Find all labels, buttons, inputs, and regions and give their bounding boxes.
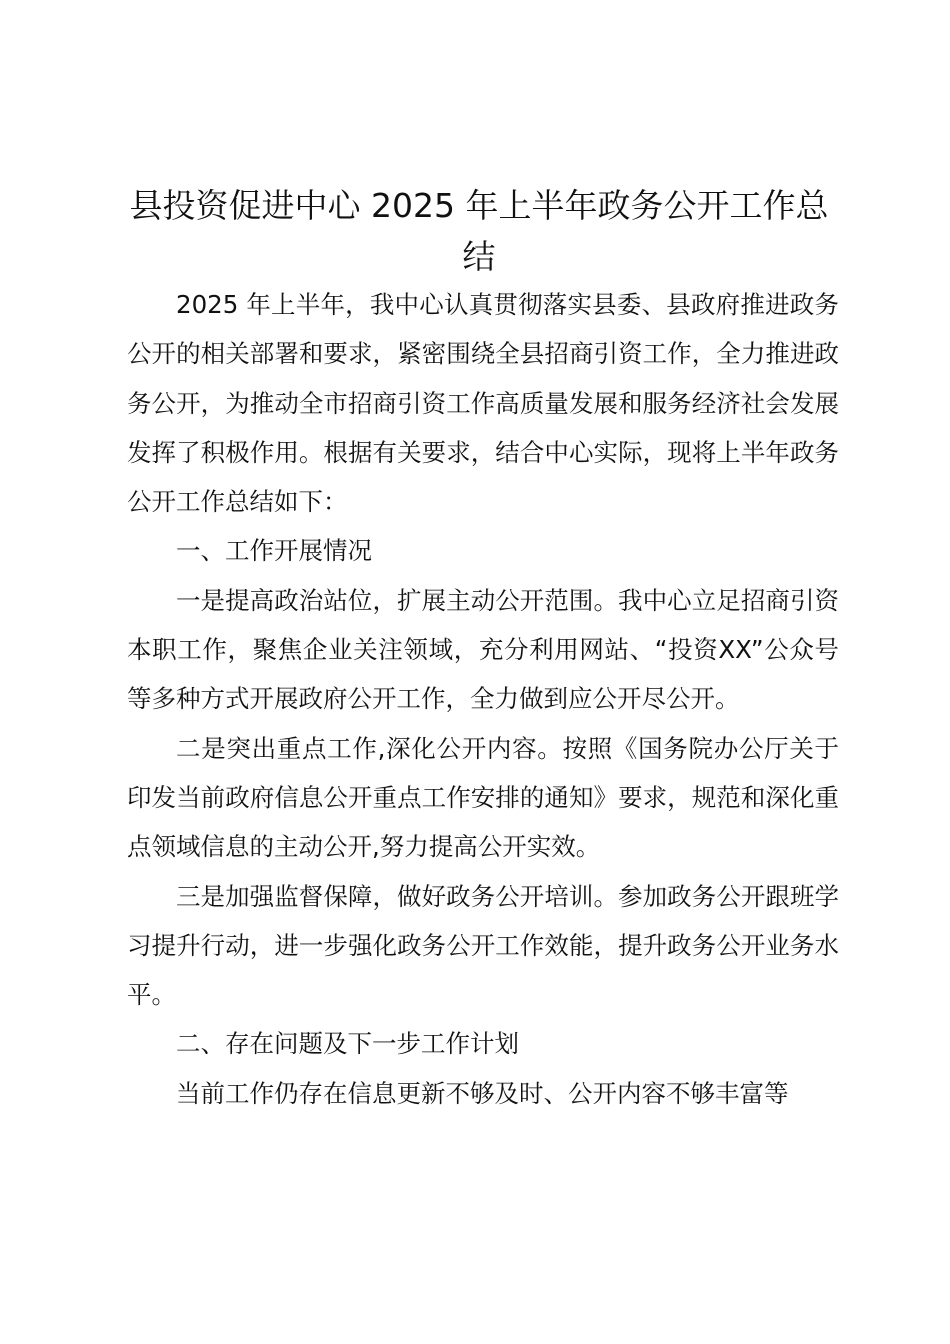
document-body [127, 280, 839, 1118]
work-item-paragraph: 三是加强监督保障，做好政务公开培训。参加政务公开跟班学习提升行动，进一步强化政务公开工作效能，提升政务公开业务水平。 [127, 881, 839, 1010]
document-title: 县投资促进中心 2025 年上半年政务公开工作总结 [129, 186, 829, 276]
section-heading-problems-plans: 二、存在问题及下一步工作计划 [176, 1029, 519, 1059]
work-item-paragraph: 二是突出重点工作,深化公开内容。按照《国务院办公厅关于印发当前政府信息公开重点工作安排的通知》要求，规范和深化重点领域信息的主动公开,努力提高公开实效。 [127, 733, 839, 862]
work-item-paragraph: 一是提高政治站位，扩展主动公开范围。我中心立足招商引资本职工作，聚焦企业关注领域，充分利用网站、“投资XX”公众号等多种方式开展政府公开工作，全力做到应公开尽公开。 [127, 585, 839, 714]
intro-paragraph: 2025 年上半年，我中心认真贯彻落实县委、县政府推进政务公开的相关部署和要求，紧密围绕全县招商引资工作，全力推进政务公开，为推动全市招商引资工作高质量发展和服务经济社会发展发挥了积极作用。根据有关要求，结合中心实际，现将上半年政务公开工作总结如下： [127, 290, 839, 517]
section-heading-work-progress: 一、工作开展情况 [176, 536, 372, 566]
problems-paragraph: 当前工作仍存在信息更新不够及时、公开内容不够丰富等 [176, 1078, 789, 1108]
